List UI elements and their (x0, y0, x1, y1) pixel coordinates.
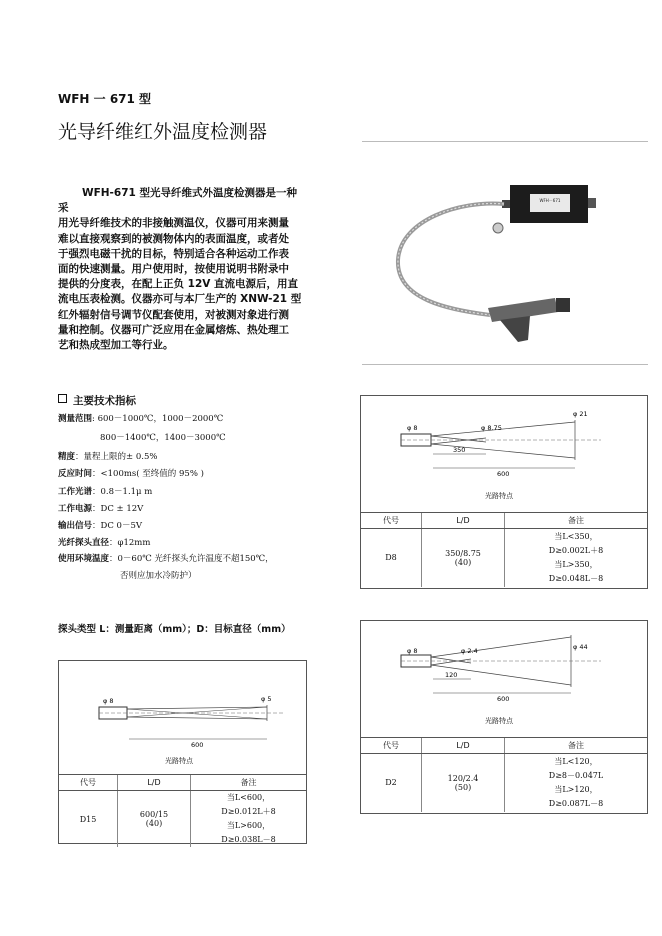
spec-item: 反应时间：<100ms( 至终值的 95% ) (58, 469, 204, 479)
dim-label: φ 5 (261, 695, 272, 703)
dim-label: 600 (497, 470, 510, 478)
dim-label: φ 21 (573, 410, 588, 418)
dim-label: φ 8 (103, 697, 114, 705)
device-label: WFH－671 (539, 198, 561, 203)
col-header: L/D (422, 738, 505, 754)
diagram-caption: 光路特点 (165, 757, 193, 765)
spec-item: 使用环境温度：0－60℃ 光纤探头允许温度不超150℃， (58, 554, 274, 564)
page-title: 光导纤维红外温度检测器 (58, 121, 268, 143)
code-cell: D2 (385, 778, 397, 788)
diagram-caption: 光路特点 (485, 717, 513, 725)
optical-path-diagram (59, 661, 306, 766)
dim-label: 600 (497, 695, 510, 703)
spec-item: 800－1400℃，1400－3000℃ (100, 433, 226, 443)
spec-table (59, 774, 306, 847)
spare-ring (493, 223, 503, 233)
probe-tip (556, 298, 570, 312)
product-photo (380, 180, 630, 350)
model-number: WFH 一 671 型 (58, 92, 152, 106)
diagram-caption: 光路特点 (485, 492, 513, 500)
col-header: 备注 (505, 738, 648, 754)
intro-line: WFH-671 型光导纤维式外温度检测器是一种 (82, 187, 297, 199)
probe-type-note: 探头类型 L：测量距离（mm）；D：目标直径（mm） (58, 624, 291, 635)
dim-label: φ 2.4 (461, 647, 478, 655)
divider-mid (362, 364, 648, 365)
intro-line: 用光导纤维技术的非接触测温仪，仪器可用来测量 (58, 217, 289, 230)
dim-label: 600 (191, 741, 204, 749)
probe-panel-d8 (360, 395, 648, 589)
spec-item: 测量范围: 600－1000℃，1000－2000℃ (58, 414, 224, 424)
intro-line: 面的快速测量。用户使用时，按使用说明书附录中 (58, 263, 289, 276)
intro-paragraph (58, 186, 320, 353)
spec-item: 精度：量程上限的± 0.5% (58, 452, 158, 462)
dim-label: φ 8.75 (481, 424, 502, 432)
specs-heading-text: 主要技术指标 (73, 395, 136, 407)
intro-line: 红外辐射信号调节仪配套使用，对被测对象进行测 (58, 308, 289, 321)
specs-heading (58, 393, 136, 408)
fiber-cable (398, 203, 504, 315)
spec-item: 光纤探头直径：φ12mm (58, 538, 151, 548)
spec-table (361, 512, 647, 587)
col-header: 备注 (191, 775, 307, 791)
col-header: L/D (118, 775, 191, 791)
ld-cell: 120/2.4 (50) (422, 754, 505, 812)
checkbox-icon (58, 394, 67, 403)
intro-line: 采 (58, 202, 69, 215)
box-label-plate (530, 194, 570, 212)
intro-line: 艺和热成型加工等行业。 (58, 339, 174, 352)
spec-item: 否则应加水冷防护） (120, 571, 197, 581)
dim-label: 350 (453, 446, 466, 454)
intro-line: 量和控制。仪器可广泛应用在金属熔炼、热处理工 (58, 323, 289, 336)
optical-path-diagram (361, 396, 647, 506)
notes-cell: 当L<350， D≥0.002L＋8 当L>350， D≥0.048L－8 (505, 529, 648, 587)
col-header: 代号 (361, 738, 422, 754)
dim-label: 120 (445, 671, 458, 679)
dim-label: φ 8 (407, 424, 418, 432)
ld-cell: 350/8.75 (40) (422, 529, 505, 587)
spec-item: 工作电源：DC ± 12V (58, 504, 144, 514)
probe-grip (500, 316, 530, 342)
col-header: 代号 (59, 775, 118, 791)
notes-cell: 当L<120， D≥8－0.047L 当L>120， D≥0.087L－8 (505, 754, 648, 812)
intro-line: 提供的分度表，在配上正负 12V 直流电源后，用直 (58, 278, 299, 291)
col-header: 代号 (361, 513, 422, 529)
box-connector (588, 198, 596, 208)
optical-path-diagram (361, 621, 647, 731)
probe-panel-d2 (360, 620, 648, 814)
col-header: 备注 (505, 513, 648, 529)
col-header: L/D (422, 513, 505, 529)
spec-item: 输出信号：DC 0－5V (58, 521, 142, 531)
dim-label: φ 44 (573, 643, 588, 651)
divider-top (362, 141, 648, 142)
intro-line: 于强烈电磁干扰的目标，特别适合各种运动工作表 (58, 247, 289, 260)
spec-table (361, 737, 647, 812)
code-cell: D8 (385, 553, 397, 563)
intro-line: 难以直接观察到的被测物体内的表面温度，或者处 (58, 232, 289, 245)
dim-label: φ 8 (407, 647, 418, 655)
ld-cell: 600/15 (40) (118, 791, 191, 848)
notes-cell: 当L<600， D≥0.012L＋8 当L>600， D≥0.038L－8 (191, 791, 307, 848)
code-cell: D15 (79, 814, 97, 824)
intro-line: 流电压表检测。仪器亦可与本厂生产的 XNW-21 型 (58, 293, 302, 306)
spec-item: 工作光谱：0.8－1.1μ m (58, 487, 153, 497)
probe-panel-d15 (58, 660, 307, 844)
